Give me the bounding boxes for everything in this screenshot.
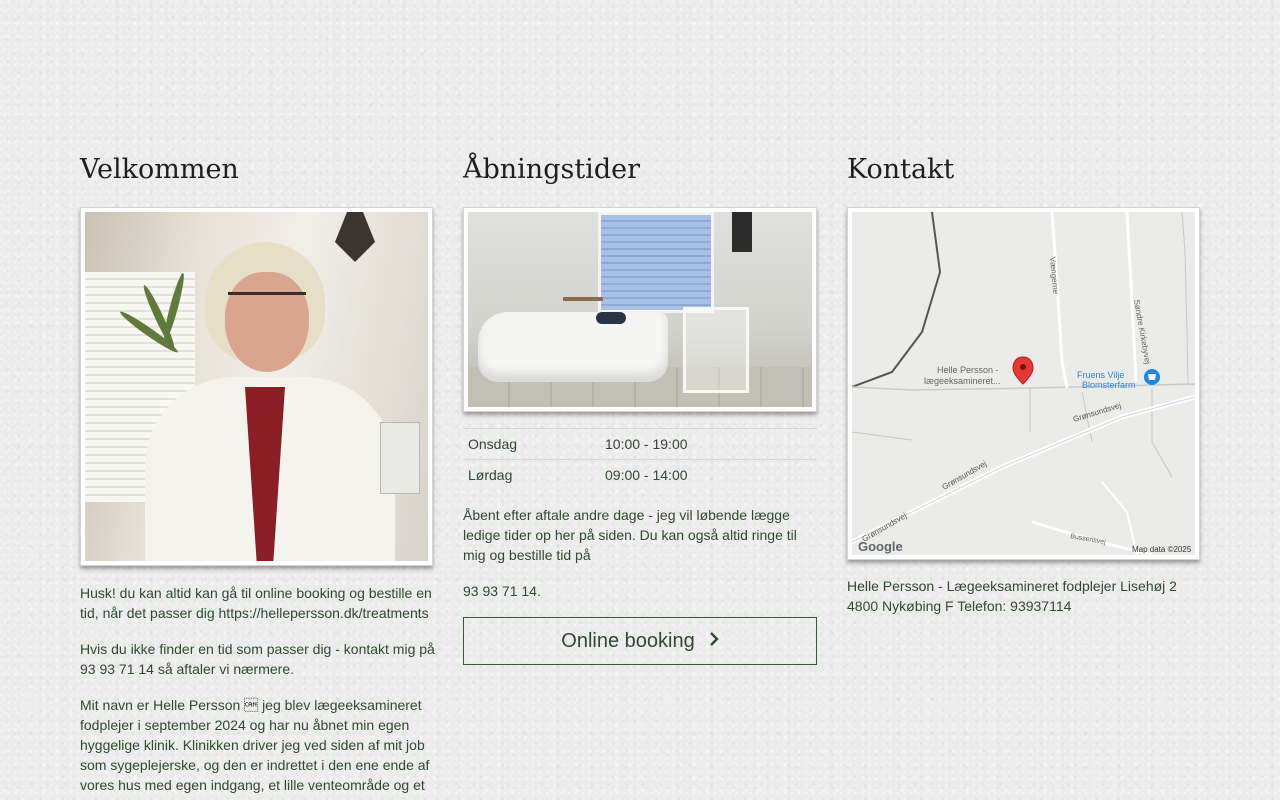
portrait-photo	[85, 212, 428, 561]
contact-heading: Kontakt	[847, 154, 955, 185]
welcome-text	[80, 583, 435, 800]
road-label: Busserisvej	[1069, 533, 1107, 547]
poi-label: Fruens Vilje	[1077, 370, 1125, 380]
contact-section	[847, 150, 1200, 614]
chevron-right-icon	[709, 631, 719, 652]
map-attribution: Map data ©2025	[1132, 545, 1192, 554]
map-frame[interactable]	[847, 207, 1200, 560]
welcome-heading: Velkommen	[80, 154, 239, 185]
clinic-photo-frame	[463, 207, 817, 412]
welcome-paragraph: Mit navn er Helle Persson  jeg blev lægeeksamineret fodplejer i september 2024 og har nu åbnet min egen hyggelige klinik. Klinikken driver jeg ved siden af mit job som sygeplejerske, og den er indrettet i den ene ende af vores hus med egen indgang, et lille venteområde og et	[80, 697, 430, 793]
poi-label: Blomsterfarm	[1082, 380, 1136, 390]
time-cell: 09:00 - 14:00	[600, 460, 817, 491]
opening-hours-table	[463, 428, 817, 490]
hours-heading: Åbningstider	[463, 154, 640, 185]
hours-section	[463, 150, 816, 652]
pin-label: Helle Persson -	[937, 365, 999, 375]
welcome-paragraph: Husk! du kan altid kan gå til online booking og bestille en tid, når det passer dig https://hellepersson.dk/treatments	[80, 585, 432, 621]
hours-note: Åbent efter aftale andre dage - jeg vil løbende lægge ledige tider op her på siden. Du kan også altid ringe til mig og bestille tid på	[463, 507, 797, 563]
table-row	[463, 429, 817, 460]
table-row	[463, 460, 817, 491]
online-booking-label: Online booking	[561, 629, 695, 652]
google-logo: Google	[858, 539, 903, 554]
road-label: Grønsundsvej	[1071, 400, 1123, 424]
welcome-section	[80, 150, 435, 793]
welcome-paragraph: Hvis du ikke finder en tid som passer dig - kontakt mig på 93 93 71 14 så aftaler vi nærmere.	[80, 641, 435, 677]
pin-label: lægeeksamineret...	[924, 376, 1001, 386]
road-label: Grønsundsvej	[860, 511, 909, 544]
clinic-photo	[468, 212, 812, 407]
road-label: Søndre Kirkebyvej	[1132, 298, 1153, 365]
day-cell: Onsdag	[463, 429, 600, 460]
day-cell: Lørdag	[463, 460, 600, 491]
map[interactable]	[852, 212, 1195, 555]
phone-number: 93 93 71 14.	[463, 583, 541, 599]
contact-address: Helle Persson - Lægeeksamineret fodplejer Lisehøj 2 4800 Nykøbing F Telefon: 93937114	[847, 578, 1177, 614]
road-label: Grønsundsvej	[940, 459, 989, 492]
online-booking-button[interactable]	[463, 617, 817, 665]
road-label: Vængerne	[1048, 256, 1061, 295]
portrait-photo-frame	[80, 207, 433, 566]
time-cell: 10:00 - 19:00	[600, 429, 817, 460]
